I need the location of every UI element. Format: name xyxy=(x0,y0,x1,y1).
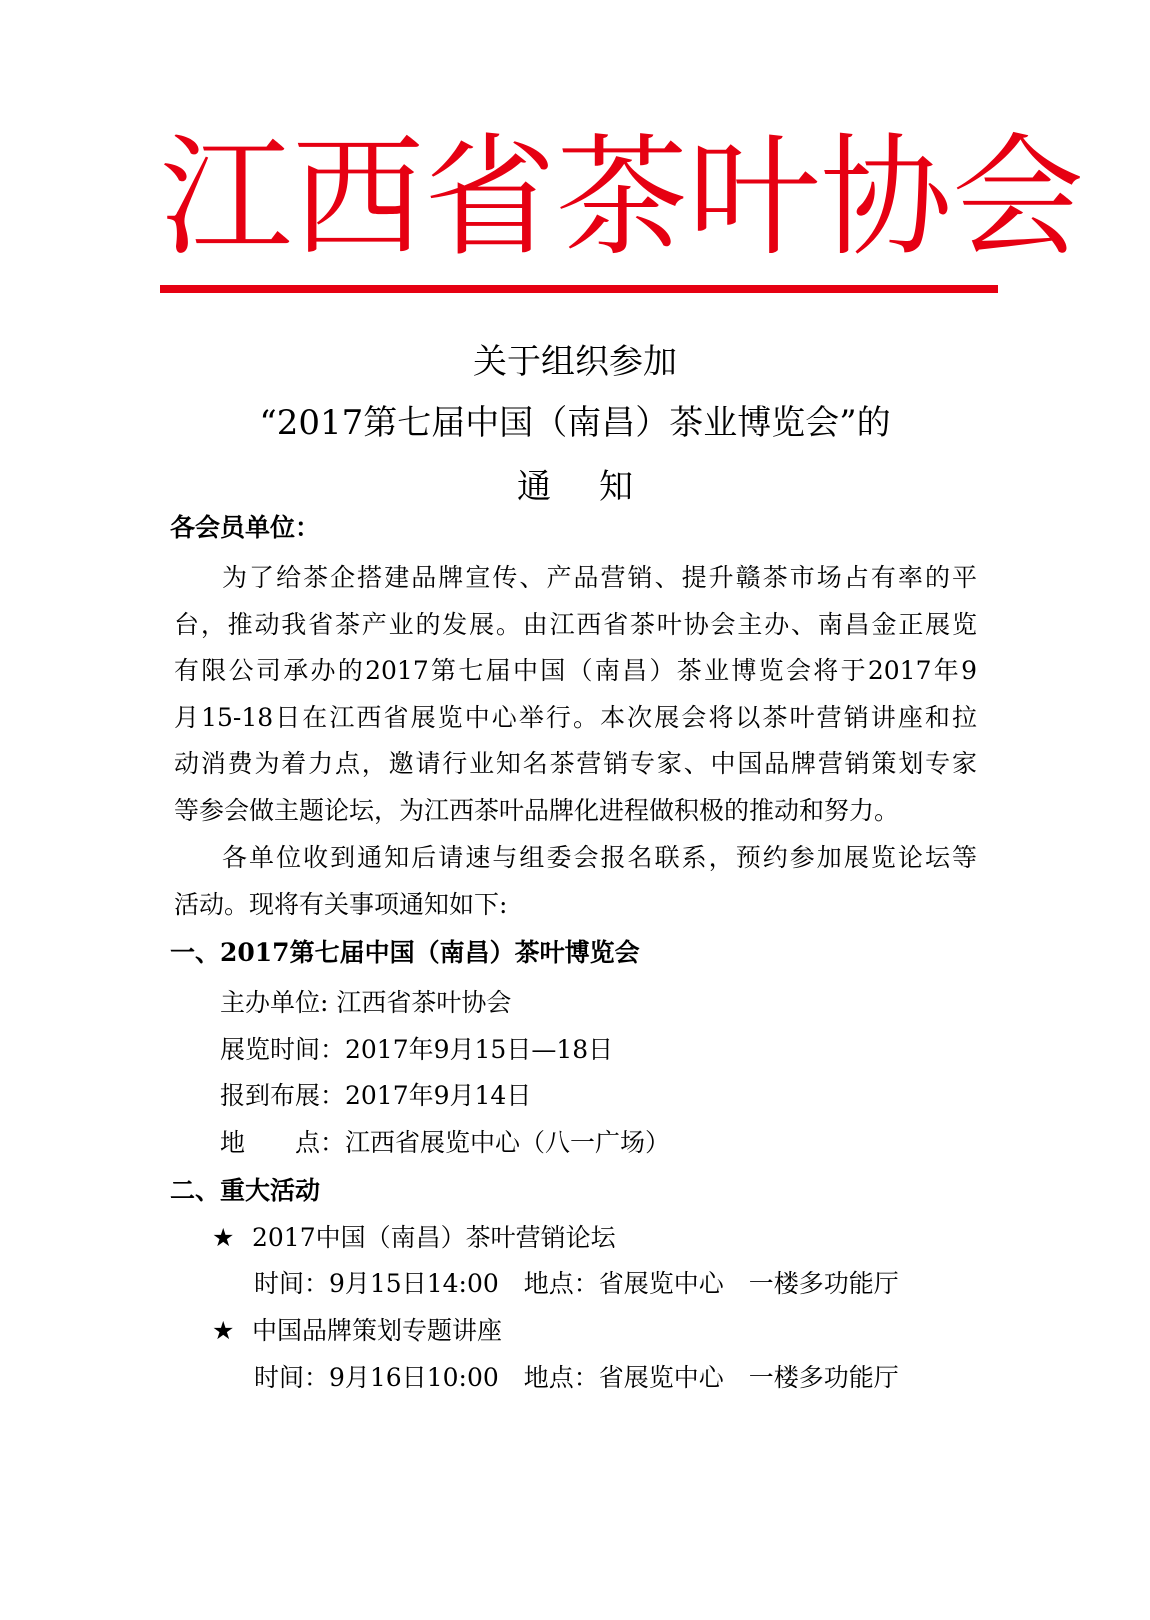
masthead-char: 西 xyxy=(292,121,424,275)
notice-title-line-3: 通知 xyxy=(517,467,681,507)
masthead-char: 江 xyxy=(160,121,292,275)
event-title xyxy=(212,1225,616,1250)
paragraph-line: 各单位收到通知后请速与组委会报名联系，预约参加展览论坛等 xyxy=(222,843,977,872)
paragraph-line: 月15-18日在江西省展览中心举行。本次展会将以茶叶营销讲座和拉 xyxy=(174,703,977,732)
header-divider xyxy=(160,285,998,293)
notice-title-line-1: 关于组织参加 xyxy=(473,342,677,382)
paragraph-line: 台，推动我省茶产业的发展。由江西省茶叶协会主办、南昌金正展览 xyxy=(174,610,977,639)
setup-date-item: 报到布展：2017年9月14日 xyxy=(220,1081,532,1110)
star-icon: ★ xyxy=(212,1223,235,1252)
section-2-heading: 二、重大活动 xyxy=(170,1176,321,1205)
salutation: 各会员单位： xyxy=(170,513,321,542)
exhibition-time-item: 展览时间：2017年9月15日—18日 xyxy=(220,1035,614,1064)
star-icon: ★ xyxy=(212,1316,235,1345)
masthead-char: 省 xyxy=(424,121,556,275)
masthead-char: 协 xyxy=(820,121,952,275)
org-masthead xyxy=(160,118,1084,278)
organizer-item: 主办单位: 江西省茶叶协会 xyxy=(220,988,512,1017)
event-details: 时间：9月15日14:00 地点：省展览中心 一楼多功能厅 xyxy=(254,1269,899,1298)
section-1-heading: 一、2017第七届中国（南昌）茶叶博览会 xyxy=(170,938,640,967)
masthead-char: 茶 xyxy=(556,121,688,275)
notice-title-line-2: “2017第七届中国（南昌）茶业博览会”的 xyxy=(259,403,891,443)
masthead-char: 叶 xyxy=(688,121,820,275)
event-name: 中国品牌策划专题讲座 xyxy=(252,1316,503,1345)
event-details: 时间：9月16日10:00 地点：省展览中心 一楼多功能厅 xyxy=(254,1363,899,1392)
paragraph-line: 有限公司承办的2017第七届中国（南昌）茶业博览会将于2017年9 xyxy=(174,656,977,685)
venue-item: 地 点：江西省展览中心（八一广场） xyxy=(220,1128,671,1157)
masthead-char: 会 xyxy=(952,121,1084,275)
event-name: 2017中国（南昌）茶叶营销论坛 xyxy=(252,1223,616,1252)
event-title xyxy=(212,1318,502,1343)
paragraph-line: 为了给茶企搭建品牌宣传、产品营销、提升赣茶市场占有率的平 xyxy=(222,563,977,592)
paragraph-line: 动消费为着力点，邀请行业知名茶营销专家、中国品牌营销策划专家 xyxy=(174,749,977,778)
paragraph-line: 活动。现将有关事项通知如下: xyxy=(174,890,508,919)
paragraph-line: 等参会做主题论坛，为江西茶叶品牌化进程做积极的推动和努力。 xyxy=(174,796,900,825)
